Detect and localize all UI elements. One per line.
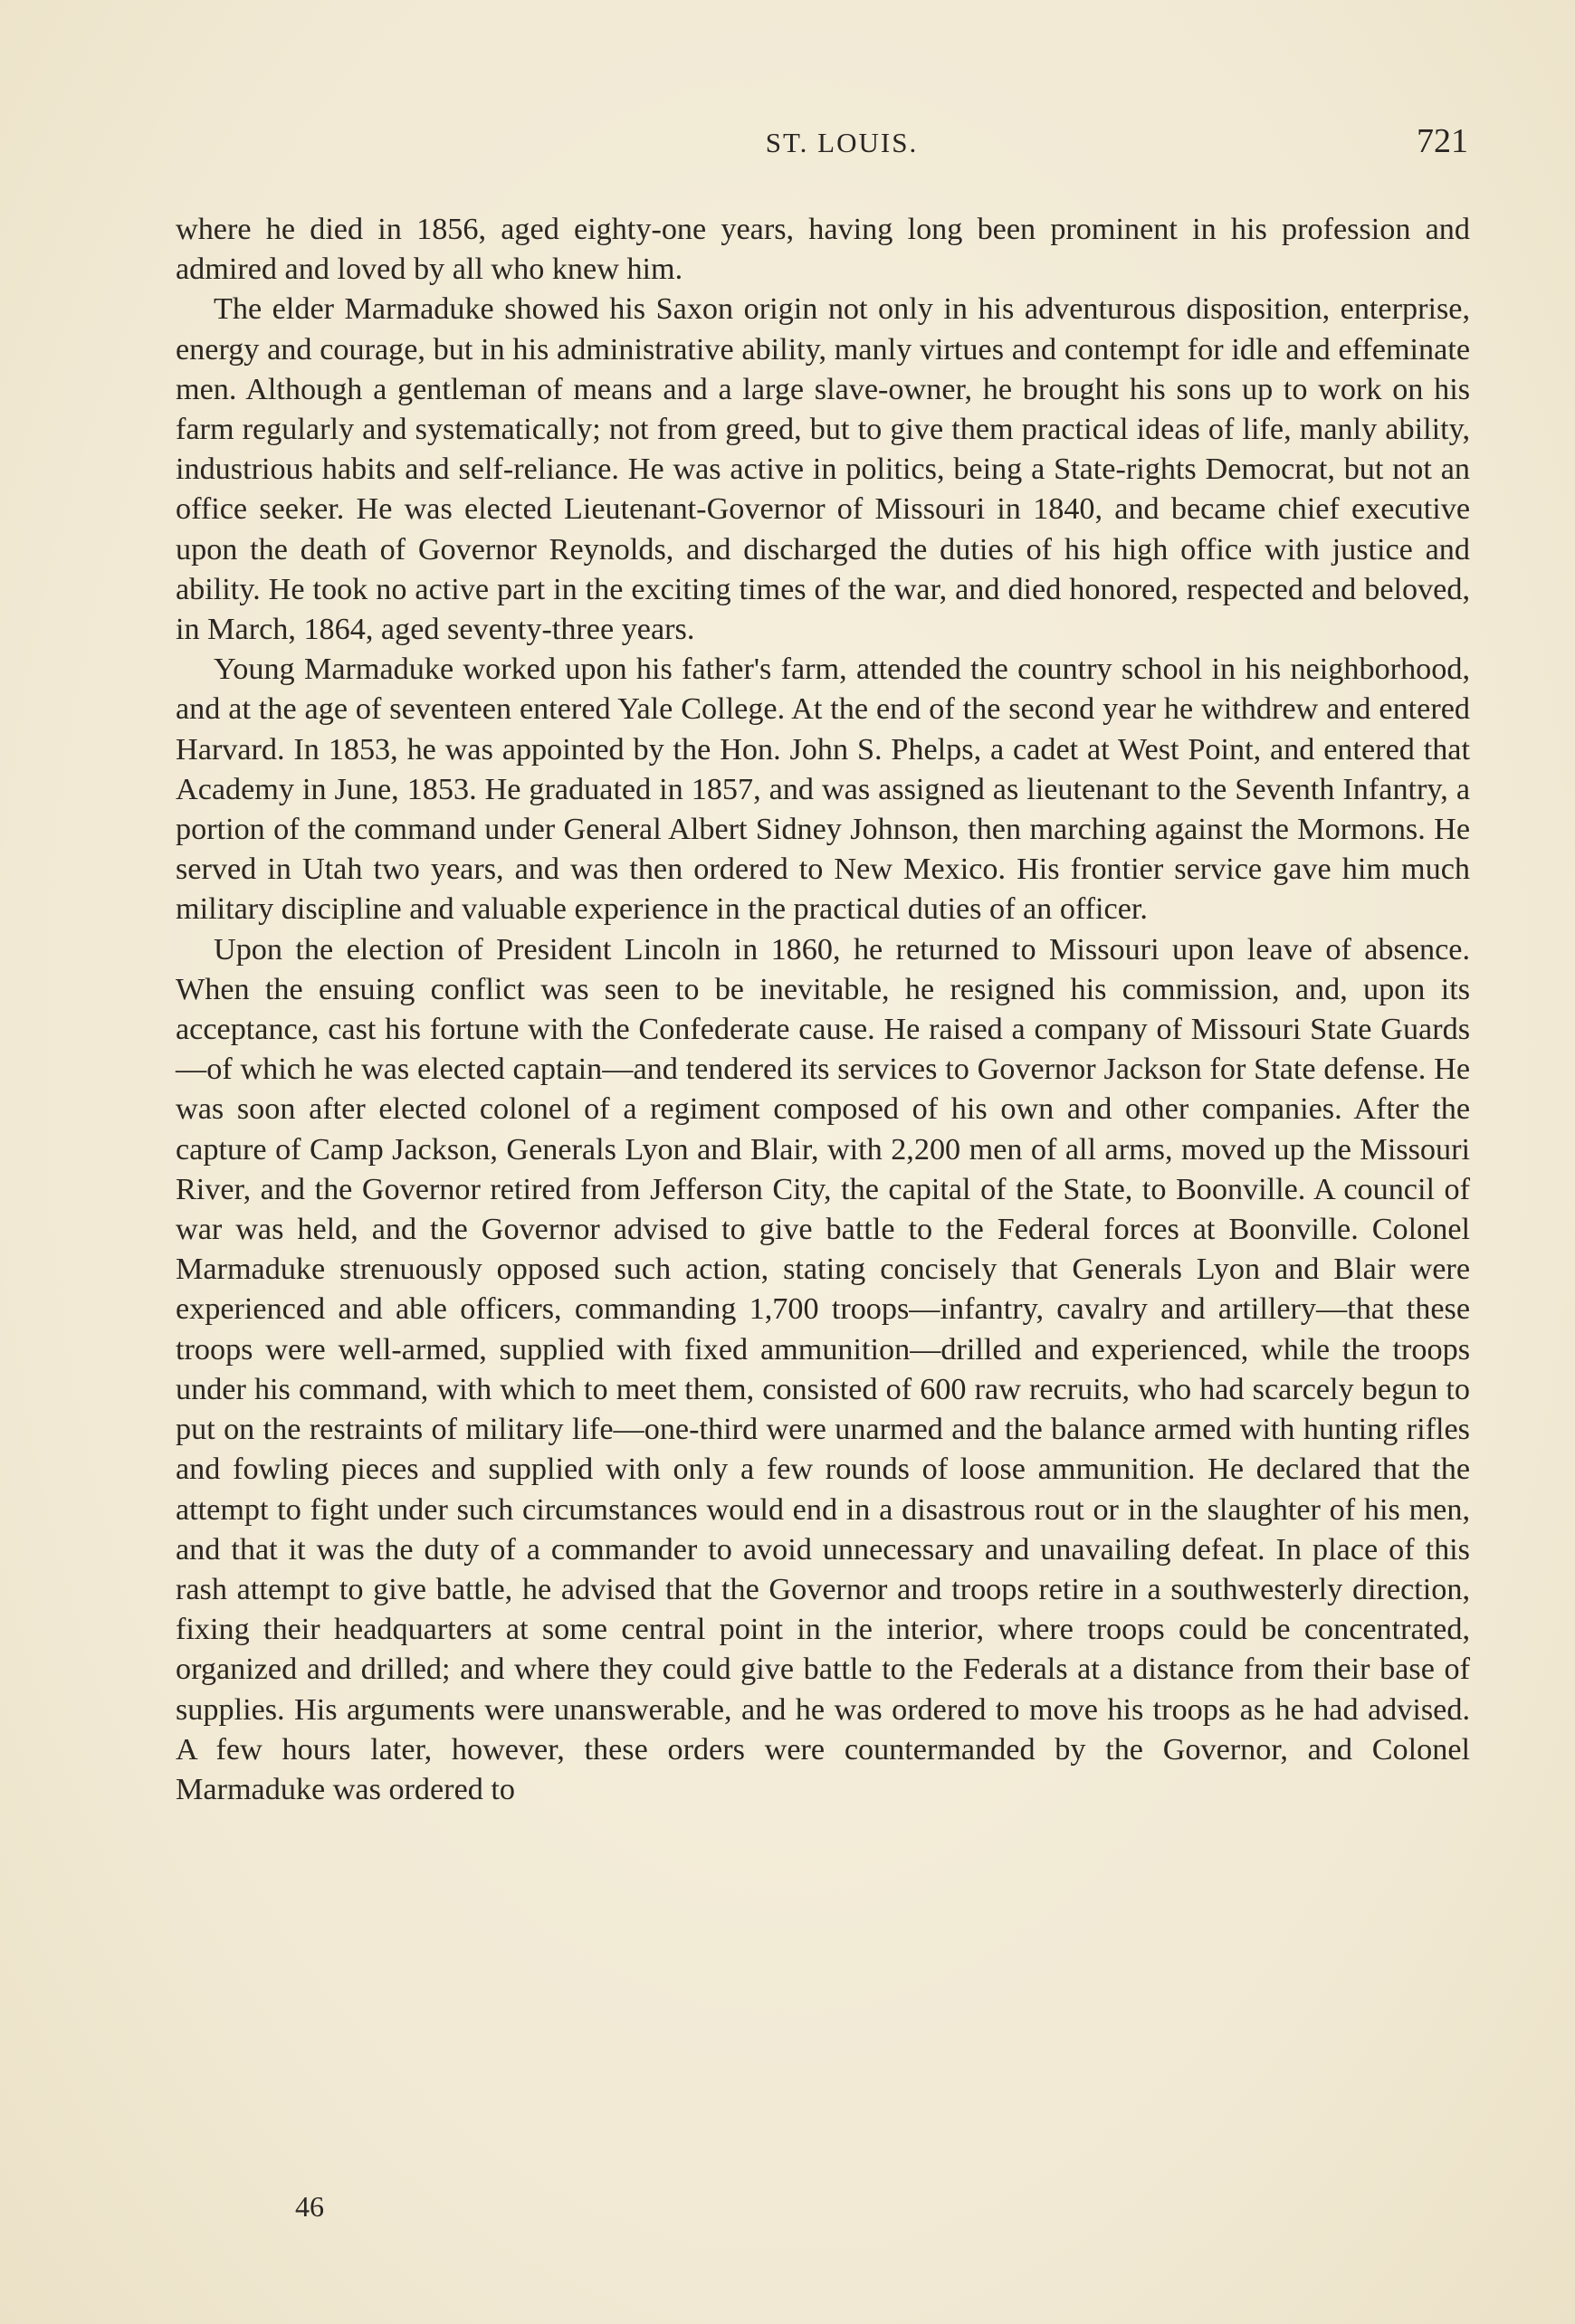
body-text: [176, 210, 1470, 1810]
paragraph-continuation: where he died in 1856, aged eighty-one years, having long been prominent in his profession and admired and loved by all who knew him.: [176, 213, 1470, 287]
paragraph-elder-marmaduke: The elder Marmaduke showed his Saxon origin not only in his adventurous disposition, enterprise, energy and courage, but in his administrative ability, manly virtues and contempt for idle and effeminate men. Although a gentleman of means and a large slave-owner, he brought his sons up to work on his farm regularly and systematically; not from greed, but to give them practical ideas of life, manly ability, industrious habits and self-reliance. He was active in politics, being a State-rights Democrat, but not an office seeker. He was elected Lieutenant-Governor of Missouri in 1840, and became chief executive upon the death of Governor Reynolds, and discharged the duties of his high office with justice and ability. He took no active part in the exciting times of the war, and died honored, respected and beloved, in March, 1864, aged seventy-three years.: [176, 292, 1470, 647]
running-head: [0, 122, 1575, 172]
paragraph-young-marmaduke: Young Marmaduke worked upon his father's farm, attended the country school in his neighborhood, and at the age of seventeen entered Yale College. At the end of the second year he withdrew and entered Harvard. In 1853, he was appointed by the Hon. John S. Phelps, a cadet at West Point, and entered that Academy in June, 1853. He graduated in 1857, and was assigned as lieutenant to the Seventh Infantry, a portion of the command under General Albert Sidney Johnson, then marching against the Mormons. He served in Utah two years, and was then ordered to New Mexico. His frontier service gave him much military discipline and valuable experience in the practical duties of an officer.: [176, 652, 1470, 927]
signature-mark: 46: [295, 2190, 324, 2223]
paragraph-lincoln-election: Upon the election of President Lincoln in 1860, he returned to Missouri upon leave of absence. When the ensuing conflict was seen to be inevitable, he resigned his commission, and, upon its acceptance, cast his fortune with the Confederate cause. He raised a company of Missouri State Guards—of which he was elected captain—and tendered its services to Governor Jackson for State defense. He was soon after elected colonel of a regiment composed of his own and other companies. After the capture of Camp Jackson, Generals Lyon and Blair, with 2,200 men of all arms, moved up the Missouri River, and the Governor retired from Jefferson City, the capital of the State, to Boonville. A council of war was held, and the Governor advised to give battle to the Federal forces at Boonville. Colonel Marmaduke strenuously opposed such action, stating concisely that Generals Lyon and Blair were experienced and able officers, commanding 1,700 troops—infantry, cavalry and artillery—that these troops were well-armed, supplied with fixed ammunition—drilled and experienced, while the troops under his command, with which to meet them, consisted of 600 raw recruits, who had scarcely begun to put on the restraints of military life—one-third were unarmed and the balance armed with hunting rifles and fowling pieces and supplied with only a few rounds of loose ammunition. He declared that the attempt to fight under such circumstances would end in a disastrous rout or in the slaughter of his men, and that it was the duty of a commander to avoid unnecessary and unavailing defeat. In place of this rash attempt to give battle, he advised that the Governor and troops retire in a southwesterly direction, fixing their headquarters at some central point in the interior, where troops could be concentrated, organized and drilled; and where they could give battle to the Federals at a distance from their base of supplies. His arguments were unanswerable, and he was ordered to move his troops as he had advised. A few hours later, however, these orders were countermanded by the Governor, and Colonel Marmaduke was ordered to: [176, 932, 1470, 1806]
running-title: ST. LOUIS.: [765, 127, 919, 158]
page-number: 721: [1417, 122, 1468, 160]
